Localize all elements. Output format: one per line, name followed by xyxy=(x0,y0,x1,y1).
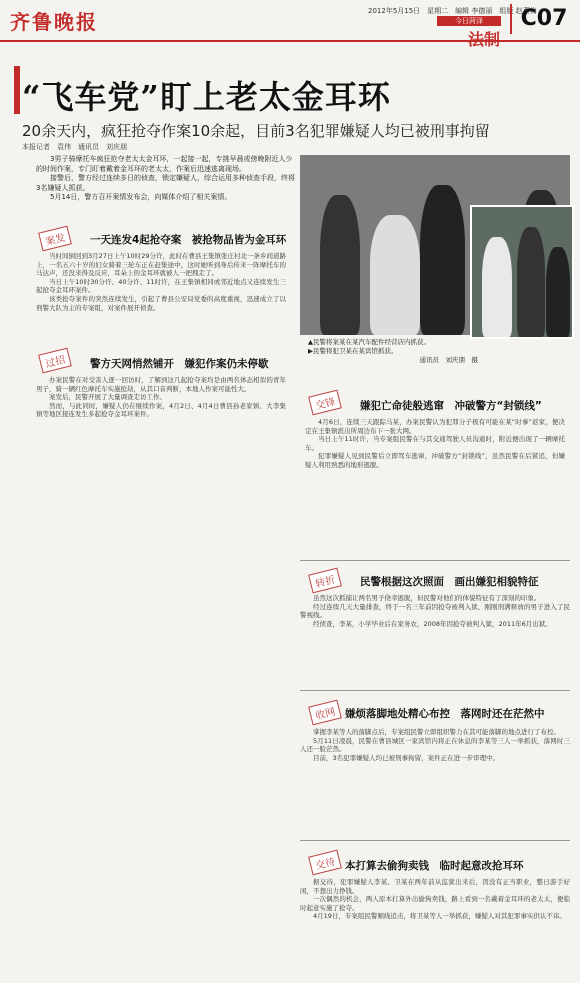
byline: 本报记者 袁伟 通讯员 刘庆朋 xyxy=(22,143,127,151)
caption-line: ▲民警将案某在某汽车配件经营店内抓获。 xyxy=(308,338,430,346)
section-title-5: 嫌烦落脚地处精心布控 落网时还在茫然中 xyxy=(345,708,545,720)
region-badge: 今日菏泽 xyxy=(437,16,501,26)
paragraph: 掌握李某等人的落脚点后，专案组民警立即组织警力在其可能落脚的地点进行了布控。 xyxy=(313,728,560,736)
paragraph: 一次偶然的机会，两人原本打算外出偷狗卖钱，路上看到一名戴着金耳环的老太太，便临时起意实施了抢夺。 xyxy=(300,895,570,912)
section-tag-3 xyxy=(310,392,340,412)
news-photo-inset xyxy=(470,205,574,339)
section-body-2 xyxy=(36,376,286,419)
paragraph: 据交待，犯罪嫌疑人李某、卫某在两年前从监狱出来后，因没有正当职业，整日游手好闲，不想出力挣钱。 xyxy=(300,878,570,895)
photo-caption xyxy=(308,338,478,365)
lead-paragraph: 接警后，警方经过连续多日的侦查，锁定嫌疑人，综合运用多种侦查手段，终将3名嫌疑人抓获。 xyxy=(36,174,295,192)
section-tag-1 xyxy=(40,228,70,248)
lead-paragraphs xyxy=(36,155,296,203)
section-body-1 xyxy=(36,252,286,312)
edition-meta: 2012年5月15日 星期二 编辑 李德丽 组版 赵燕梅 xyxy=(368,7,537,15)
section-tag-6 xyxy=(310,852,340,872)
section-title-6: 本打算去偷狗卖钱 临时起意改抢耳环 xyxy=(345,860,524,872)
section-title-3: 嫌犯亡命徒般逃窜 冲破警方“封锁线” xyxy=(360,400,542,412)
section-title-2: 警方天网悄然铺开 嫌犯作案仍未停歇 xyxy=(90,358,269,370)
paragraph: 犯罪嫌疑人见到民警后立即驾车逃窜，冲破警方“封锁线”，虽然民警在后紧追，但嫌疑人利用熟悉的地形逃脱。 xyxy=(305,452,565,469)
photo-credit: 通讯员 刘庆朋 摄 xyxy=(419,356,478,364)
section-title: 法制 xyxy=(468,30,501,49)
paragraph: 经过连续几天大量排查，终于一名三年前因抢夺被判入狱、刚刚刑满释放的男子进入了民警视线。 xyxy=(300,602,570,620)
divider xyxy=(300,840,570,841)
paragraph: 5月11日凌晨，民警在曹县城区一家宾馆内将正在休息的李某等三人一举抓获，落网时三人还一脸茫然。 xyxy=(300,736,570,754)
paragraph: 4月6日，连续三天跟踪马某，办案民警认为犯罪分子极有可能在某“时事”返家，便决定在王集镇派出所周边布下一张大网。 xyxy=(305,418,565,435)
section-title-1: 一天连发4起抢夺案 被抢物品皆为金耳环 xyxy=(90,234,287,246)
lead-paragraph: 3男子骑摩托车疯狂抢夺老太太金耳环，一起接一起，专挑早晨或傍晚附近人少的时间作案，专门盯着戴着金耳环的老太太，作案后迅速逃离现场。 xyxy=(36,155,293,173)
lead-paragraph: 5月14日，警方召开案情发布会，向媒体介绍了相关案情。 xyxy=(50,193,232,201)
paragraph: 然而，与此同时，嫌疑人仍在继续作案，4月2日、4月4日曹县孙老家镇、大李集镇等地区接连发生多起抢夺金耳环案件。 xyxy=(36,401,286,419)
tag-label: 案发 xyxy=(38,226,72,252)
tag-label: 交待 xyxy=(308,850,342,876)
divider xyxy=(300,560,570,561)
tag-label: 收网 xyxy=(308,700,342,726)
headline: “飞车党”盯上老太金耳环 xyxy=(22,78,391,116)
divider xyxy=(300,690,570,691)
section-body-6 xyxy=(300,878,570,921)
subheadline: 20余天内，疯狂抢夺作案10余起，目前3名犯罪嫌疑人均已被刑事拘留 xyxy=(22,122,490,140)
section-tag-4 xyxy=(310,570,340,590)
section-body-5 xyxy=(300,728,570,762)
section-body-4 xyxy=(300,594,570,628)
paragraph: 案发后，民警开展了大量调查走访工作。 xyxy=(49,393,166,402)
paragraph: 当日上午10时30分许、40分许、11时许，在王集镇相同或邻近地点又连续发生三起抢夺金耳环案件。 xyxy=(36,277,286,295)
headline-accent xyxy=(14,66,20,114)
caption-line: ▶民警将犯卫某在某宾馆抓获。 xyxy=(308,347,398,355)
section-title-4: 民警根据这次照面 画出嫌犯相貌特征 xyxy=(360,576,539,588)
paragraph: 目前，3名犯罪嫌疑人均已被刑事拘留，案件正在进一步审理中。 xyxy=(313,753,500,762)
paragraph: 办案民警在对受害人逐一回访时，了解到这几起抢夺案均是由两名体态相似的青年男子，骑一辆红色摩托车实施抢劫，从其口音判断，本地人作案可能性大。 xyxy=(36,376,286,393)
paragraph: 当时间倒回到3月27日上午10时29分许，此时在曹县王集镇张庄村北一条乡间道路上，一名五六十岁的妇女骑着三轮车正在赶集途中，这时她听到身后传来一阵摩托车的马达声，还没来得及反应，耳朵上的金耳环就被人一把拽走了。 xyxy=(36,252,286,278)
section-tag-2 xyxy=(40,350,70,370)
paragraph: 虽然这次抓捕让两名男子侥幸逃脱，但民警对他们的体貌特征有了深刻的印象。 xyxy=(313,594,541,602)
masthead: 齐鲁晚报 xyxy=(10,10,98,34)
paragraph: 当日上午11时许，当专案组民警在与其交通驾驶人员沟通时，附近便出现了一辆摩托车。 xyxy=(305,435,565,452)
paragraph: 4月19日，专案组民警顺线追击，将卫某等人一举抓获，嫌疑人对其犯罪事实供认不讳。 xyxy=(313,912,566,921)
page-number: C07 xyxy=(510,4,576,34)
section-body-3 xyxy=(305,418,565,470)
tag-label: 过招 xyxy=(38,348,72,374)
paragraph: 该类抢夺案件的突然连续发生，引起了曹县公安局党委的高度重视，迅速成立了以刑警大队为主的专案组，对案件展开侦查。 xyxy=(36,294,286,312)
tag-label: 转折 xyxy=(308,568,342,594)
tag-label: 交锋 xyxy=(308,390,342,416)
paragraph: 经侦查，李某，小学毕业后在家务农，2008年因抢夺被判入狱，2011年6月出狱。 xyxy=(313,619,552,628)
section-tag-5 xyxy=(310,702,340,722)
